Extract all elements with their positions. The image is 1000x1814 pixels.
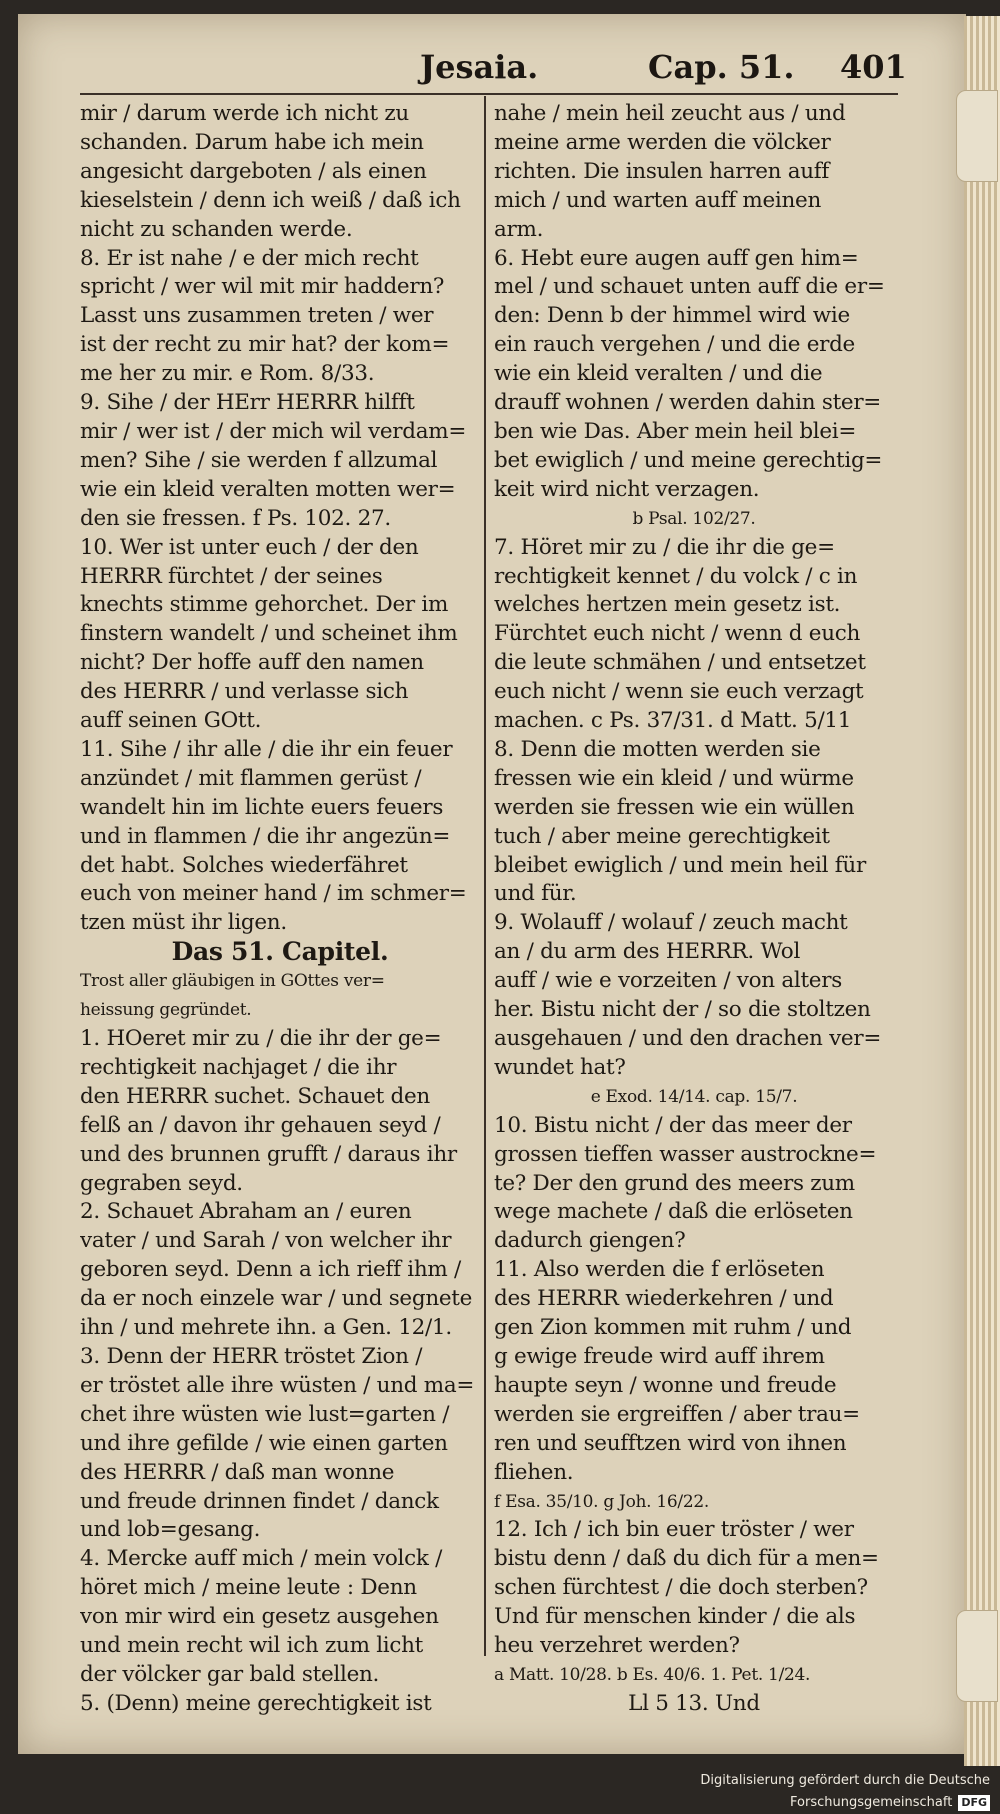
text-line: b Psal. 102/27. <box>632 508 756 529</box>
text-line: dadurch giengen? <box>494 1228 686 1254</box>
text-line: Trost aller gläubigen in GOttes ver= <box>80 971 385 992</box>
text-line: 3. Denn der HERR tröstet Zion / <box>80 1343 423 1369</box>
text-line: wie ein kleid veralten / und die <box>494 361 823 387</box>
text-line: e Exod. 14/14. cap. 15/7. <box>590 1086 798 1107</box>
text-line: des HERRR / und verlasse sich <box>80 679 409 705</box>
text-line: werden sie fressen wie ein wüllen <box>494 794 855 820</box>
text-line: schanden. Darum habe ich mein <box>80 129 424 155</box>
text-line: angesicht dargeboten / als einen <box>80 158 427 184</box>
text-line: 6. Hebt eure augen auff gen him= <box>494 245 859 271</box>
text-line: ihn / und mehrete ihn. a Gen. 12/1. <box>80 1315 452 1341</box>
text-line: nicht? Der hoffe auff den namen <box>80 650 424 676</box>
text-line: höret mich / meine leute : Denn <box>80 1575 417 1601</box>
text-line: ren und seufftzen wird von ihnen <box>494 1430 847 1456</box>
text-line: a Matt. 10/28. b Es. 40/6. 1. Pet. 1/24. <box>494 1664 811 1685</box>
text-line: werden sie ergreiffen / aber trau= <box>494 1401 860 1427</box>
text-line: bet ewiglich / und meine gerechtig= <box>494 447 883 473</box>
text-line: euch von meiner hand / im schmer= <box>80 881 467 907</box>
text-line: felß an / davon ihr gehauen seyd / <box>80 1112 441 1138</box>
text-line: ben wie Das. Aber mein heil blei= <box>494 418 857 444</box>
page-tab-marker <box>956 1610 998 1702</box>
text-line: geboren seyd. Denn a ich rieff ihm / <box>80 1257 461 1283</box>
text-line: des HERRR wiederkehren / und <box>494 1286 834 1312</box>
text-line: 9. Sihe / der HErr HERRR hilfft <box>80 390 415 416</box>
text-line: richten. Die insulen harren auff <box>494 158 830 184</box>
text-line: det habt. Solches wiederfähret <box>80 852 408 878</box>
text-line: finstern wandelt / und scheinet ihm <box>80 621 458 647</box>
running-header <box>80 48 907 92</box>
credit-text: Digitalisierung gefördert durch die Deutsche Forschungsgemeinschaft <box>700 1773 990 1810</box>
text-line: fliehen. <box>494 1459 574 1485</box>
digitization-credit <box>600 1770 990 1810</box>
text-line: mir / wer ist / der mich wil verdam= <box>80 418 467 444</box>
text-line: 10. Bistu nicht / der das meer der <box>494 1112 852 1138</box>
text-line: fressen wie ein kleid / und würme <box>494 765 854 791</box>
text-line: g ewige freude wird auff ihrem <box>494 1343 825 1369</box>
text-line: 8. Er ist nahe / e der mich recht <box>80 245 419 271</box>
text-line: schen fürchtest / die doch sterben? <box>494 1575 868 1601</box>
right-column <box>494 100 894 1719</box>
page-edges <box>964 16 1000 1766</box>
text-line: welches hertzen mein gesetz ist. <box>494 592 841 618</box>
text-line: von mir wird ein gesetz ausgehen <box>80 1604 439 1630</box>
text-line: und des brunnen grufft / daraus ihr <box>80 1141 457 1167</box>
text-line: keit wird nicht verzagen. <box>494 476 760 502</box>
text-line: ist der recht zu mir hat? der kom= <box>80 332 450 358</box>
chapter-label: Cap. 51. <box>648 48 795 86</box>
text-line: heu verzehret werden? <box>494 1633 740 1659</box>
text-line: HERRR fürchtet / der seines <box>80 563 383 589</box>
text-line: 1. HOeret mir zu / die ihr der ge= <box>80 1026 442 1051</box>
text-line: 8. Denn die motten werden sie <box>494 736 821 762</box>
text-line: tzen müst ihr ligen. <box>80 910 287 936</box>
text-line: wundet hat? <box>494 1054 626 1080</box>
text-line: knechts stimme gehorchet. Der im <box>80 592 449 618</box>
text-line: ausgehauen / und den drachen ver= <box>494 1026 882 1051</box>
column-divider <box>484 96 486 1656</box>
text-line: gen Zion kommen mit ruhm / und <box>494 1315 852 1341</box>
text-line: 10. Wer ist unter euch / der den <box>80 534 419 560</box>
text-line: nicht zu schanden werde. <box>80 216 353 242</box>
text-line: nahe / mein heil zeucht aus / und <box>494 101 846 126</box>
text-line: 9. Wolauff / wolauf / zeuch macht <box>494 910 848 936</box>
text-line: und freude drinnen findet / danck <box>80 1488 439 1514</box>
text-line: rechtigkeit nachjaget / die ihr <box>80 1054 397 1080</box>
text-line: und für. <box>494 881 577 907</box>
text-line: Lasst uns zusammen treten / wer <box>80 303 434 329</box>
text-line: 11. Also werden die f erlöseten <box>494 1257 825 1283</box>
text-line: spricht / wer wil mit mir haddern? <box>80 274 445 300</box>
text-line: und lob=gesang. <box>80 1517 261 1543</box>
text-line: te? Der den grund des meers zum <box>494 1170 855 1196</box>
text-line: Fürchtet euch nicht / wenn d euch <box>494 621 861 647</box>
text-line: Und für menschen kinder / die als <box>494 1604 856 1630</box>
text-line: und ihre gefilde / wie einen garten <box>80 1430 448 1456</box>
text-line: drauff wohnen / werden dahin ster= <box>494 390 882 416</box>
text-line: f Esa. 35/10. g Joh. 16/22. <box>494 1491 709 1512</box>
text-line: mir / darum werde ich nicht zu <box>80 101 409 126</box>
text-line: der völcker gar bald stellen. <box>80 1661 380 1687</box>
text-line: wie ein kleid veralten motten wer= <box>80 476 456 502</box>
text-line: auff seinen GOtt. <box>80 708 262 734</box>
text-line: bleibet ewiglich / und mein heil für <box>494 852 866 878</box>
header-rule <box>80 93 898 95</box>
text-line: die leute schmähen / und entsetzet <box>494 650 866 676</box>
text-line: Ll 5 13. Und <box>628 1690 760 1716</box>
text-line: 12. Ich / ich bin euer tröster / wer <box>494 1517 854 1543</box>
dfg-logo: DFG <box>958 1795 990 1811</box>
text-line: meine arme werden die völcker <box>494 129 831 155</box>
text-line: 5. (Denn) meine gerechtigkeit ist <box>80 1690 432 1716</box>
text-line: machen. c Ps. 37/31. d Matt. 5/11 <box>494 708 852 734</box>
text-line: haupte seyn / wonne und freude <box>494 1372 837 1398</box>
text-line: vater / und Sarah / von welcher ihr <box>80 1228 452 1254</box>
text-line: mich / und warten auff meinen <box>494 187 822 213</box>
text-line: mel / und schauet unten auff die er= <box>494 274 885 300</box>
text-line: 7. Höret mir zu / die ihr die ge= <box>494 534 835 560</box>
text-line: her. Bistu nicht der / so die stoltzen <box>494 997 871 1023</box>
text-line: kieselstein / denn ich weiß / daß ich <box>80 187 461 213</box>
text-line: den HERRR suchet. Schauet den <box>80 1083 430 1109</box>
text-line: er tröstet alle ihre wüsten / und ma= <box>80 1372 475 1398</box>
text-line: den: Denn b der himmel wird wie <box>494 303 850 329</box>
text-line: an / du arm des HERRR. Wol <box>494 939 801 965</box>
text-line: men? Sihe / sie werden f allzumal <box>80 447 438 473</box>
text-line: anzündet / mit flammen gerüst / <box>80 765 422 791</box>
text-line: und in flammen / die ihr angezün= <box>80 823 451 849</box>
text-line: wandelt hin im lichte euers feuers <box>80 794 444 820</box>
text-line: 4. Mercke auff mich / mein volck / <box>80 1546 443 1572</box>
text-line: wege machete / daß die erlöseten <box>494 1199 853 1225</box>
text-line: euch nicht / wenn sie euch verzagt <box>494 679 864 705</box>
text-line: 2. Schauet Abraham an / euren <box>80 1199 412 1225</box>
text-line: auff / wie e vorzeiten / von alters <box>494 968 842 994</box>
text-line: gegraben seyd. <box>80 1170 243 1196</box>
text-line: und mein recht wil ich zum licht <box>80 1633 423 1659</box>
text-line: arm. <box>494 216 544 242</box>
page-tab-marker <box>956 90 998 182</box>
text-line: grossen tieffen wasser austrockne= <box>494 1141 877 1167</box>
page-number: 401 <box>840 48 907 86</box>
text-line: heissung gegründet. <box>80 1000 252 1021</box>
text-line: 11. Sihe / ihr alle / die ihr ein feuer <box>80 736 453 762</box>
text-line: Das 51. Capitel. <box>171 938 389 967</box>
text-line: ein rauch vergehen / und die erde <box>494 332 855 358</box>
text-line: me her zu mir. e Rom. 8/33. <box>80 361 375 387</box>
text-line: bistu denn / daß du dich für a men= <box>494 1546 879 1572</box>
book-title: Jesaia. <box>420 48 539 86</box>
left-column <box>80 100 480 1719</box>
text-line: rechtigkeit kennet / du volck / c in <box>494 563 858 589</box>
text-line: tuch / aber meine gerechtigkeit <box>494 823 830 849</box>
text-line: chet ihre wüsten wie lust=garten / <box>80 1401 450 1427</box>
text-line: den sie fressen. f Ps. 102. 27. <box>80 505 391 531</box>
text-line: da er noch einzele war / und segnete <box>80 1286 473 1312</box>
text-line: des HERRR / daß man wonne <box>80 1459 395 1485</box>
